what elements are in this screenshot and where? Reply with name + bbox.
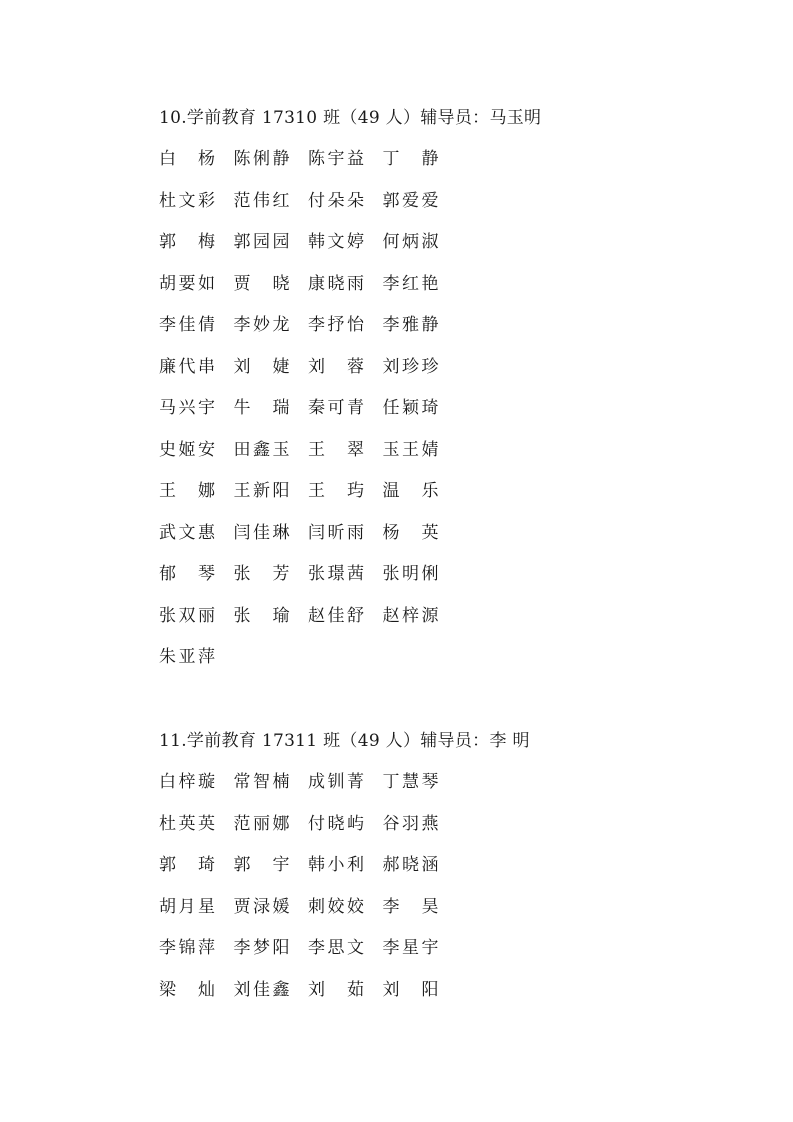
student-name: 王 娜: [159, 481, 215, 501]
student-name: 玉王婧: [382, 439, 439, 460]
name-row: [159, 645, 541, 687]
class-section-17310: [159, 106, 541, 687]
student-name: 朱亚萍: [159, 647, 215, 667]
student-name: 马兴宇: [159, 398, 215, 418]
student-name: 张 瑜: [233, 605, 290, 626]
student-name: 杨 英: [382, 522, 439, 543]
student-name: 成钏菁: [308, 772, 364, 792]
student-name: 韩小利: [308, 855, 364, 875]
student-name: 郭 宇: [233, 855, 290, 875]
student-name: 刘佳鑫: [233, 979, 290, 1000]
student-name: 王新阳: [233, 481, 290, 501]
student-name: 韩文婷: [308, 232, 364, 252]
name-row: [159, 147, 541, 189]
student-name: 刺姣姣: [308, 896, 364, 917]
student-name: 李锦萍: [159, 938, 215, 958]
name-row: [159, 978, 530, 1020]
student-name: 张 芳: [233, 564, 290, 584]
student-name: 秦可青: [308, 398, 364, 418]
student-name: 李妙龙: [233, 315, 290, 335]
student-name: 张双丽: [159, 605, 215, 626]
student-name: 丁慧琴: [382, 772, 439, 792]
student-name: 李梦阳: [233, 938, 290, 958]
student-name: 王翠: [308, 439, 364, 460]
student-name: 赵梓源: [382, 605, 439, 626]
student-name: 刘 茹: [308, 979, 364, 1000]
student-name: 李抒怡: [308, 315, 364, 335]
student-name: 范伟红: [233, 190, 290, 211]
name-row: [159, 272, 541, 314]
student-name: 李 昊: [382, 896, 439, 917]
student-name: 白梓璇: [159, 772, 215, 792]
student-name: 何炳淑: [382, 232, 439, 252]
class-section-17311: [159, 729, 530, 1019]
student-name: 康晓雨: [308, 273, 364, 294]
name-row: [159, 853, 530, 895]
student-name: 李雅静: [382, 315, 439, 335]
name-row: [159, 521, 541, 563]
student-name: 王 玙: [308, 481, 364, 501]
name-row: [159, 812, 530, 854]
section-heading: 10.学前教育 17310 班（49 人）辅导员：马玉明: [159, 108, 542, 128]
student-name: 牛 瑞: [233, 398, 290, 418]
student-name: 郭爱爱: [382, 190, 439, 211]
student-name: 闫昕雨: [308, 522, 364, 543]
student-name: 李红艳: [382, 273, 439, 294]
student-name: 范丽娜: [233, 813, 290, 834]
student-name: 陈宇益: [308, 149, 364, 169]
student-name: 刘 蓉: [308, 356, 364, 377]
student-name: 胡月星: [159, 896, 215, 917]
student-name: 赵佳舒: [308, 605, 364, 626]
student-name: 田鑫玉: [233, 439, 290, 460]
student-name: 史姬安: [159, 439, 215, 460]
student-name: 郭园园: [233, 232, 290, 252]
student-name: 郁 琴: [159, 564, 215, 584]
student-name: 胡要如: [159, 273, 215, 294]
student-name: 闫佳琳: [233, 522, 290, 543]
student-name: 郝晓涵: [382, 855, 439, 875]
student-name: 丁 静: [382, 149, 439, 169]
student-name: 谷羽燕: [382, 813, 439, 834]
name-row: [159, 479, 541, 521]
name-row: [159, 355, 541, 397]
student-name: 梁 灿: [159, 979, 215, 1000]
student-name: 刘 婕: [233, 356, 290, 377]
name-row: [159, 562, 541, 604]
student-name: 杜英英: [159, 813, 215, 834]
student-name-list: [159, 147, 541, 687]
name-row: [159, 604, 541, 646]
student-name: 李思文: [308, 938, 364, 958]
student-name: 付晓屿: [308, 813, 364, 834]
student-name: 廉代串: [159, 356, 215, 377]
name-row: [159, 396, 541, 438]
student-name: 郭 梅: [159, 232, 215, 252]
student-name: 武文惠: [159, 522, 215, 543]
student-name: 付朵朵: [308, 190, 364, 211]
student-name: 贾渌媛: [233, 896, 290, 917]
student-name: 李星宇: [382, 938, 439, 958]
student-name: 刘珍珍: [382, 356, 439, 377]
name-row: [159, 438, 541, 480]
student-name: 白 杨: [159, 149, 215, 169]
student-name: 刘 阳: [382, 979, 439, 1000]
name-row: [159, 936, 530, 978]
student-name: 杜文彩: [159, 190, 215, 211]
student-name: 陈俐静: [233, 149, 290, 169]
section-heading: 11.学前教育 17311 班（49 人）辅导员：李 明: [159, 731, 530, 751]
student-name: 张明俐: [382, 564, 439, 584]
student-name-list: [159, 770, 530, 1019]
name-row: [159, 770, 530, 812]
student-name: 常智楠: [233, 772, 290, 792]
student-name: 郭 琦: [159, 855, 215, 875]
name-row: [159, 230, 541, 272]
name-row: [159, 895, 530, 937]
student-name: 李佳倩: [159, 315, 215, 335]
student-name: 任颖琦: [382, 398, 439, 418]
name-row: [159, 189, 541, 231]
student-name: 贾 晓: [233, 273, 290, 294]
name-row: [159, 313, 541, 355]
student-name: 温 乐: [382, 481, 439, 501]
student-name: 张璟茜: [308, 564, 364, 584]
